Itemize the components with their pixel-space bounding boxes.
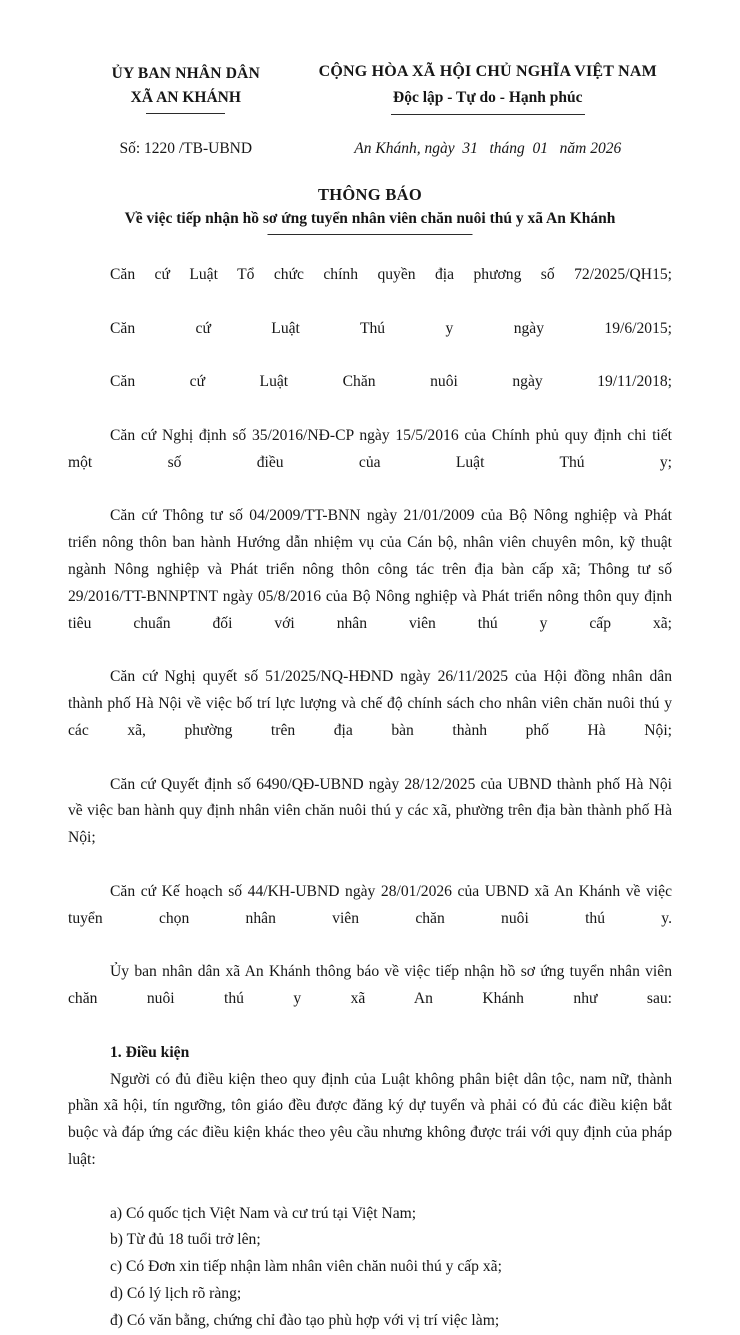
title-block	[68, 183, 672, 231]
document-subtitle: Về việc tiếp nhận hồ sơ ứng tuyển nhân viên chăn nuôi thú y xã An Khánh	[125, 208, 616, 230]
document-number: Số: 1220 /TB-UBND	[119, 139, 253, 157]
legal-basis-paragraph: Căn cứ Kế hoạch số 44/KH-UBND ngày 28/01/2026 của UBND xã An Khánh về việc tuyển chọn nhân viên chăn nuôi thú y.	[68, 882, 672, 927]
document-date-line: An Khánh, ngày 31 tháng 01 năm 2026	[354, 139, 622, 157]
issuing-authority-block	[68, 60, 304, 110]
document-meta-row	[68, 140, 672, 158]
conditions-intro-paragraph: Người có đủ điều kiện theo quy định của Luật không phân biệt dân tộc, nam nữ, thành phần xã hội, tín ngưỡng, tôn giáo đều được đăng ký dự tuyển và phải có đủ các điều kiện bắt buộc và đáp ứng các điều kiện khác theo yêu cầu nhưng không được trái với quy định của pháp luật:	[68, 1070, 672, 1168]
issuing-authority-name: ỦY BAN NHÂN DÂN	[111, 65, 260, 82]
legal-basis-paragraph: Căn cứ Luật Thú y ngày 19/6/2015;	[110, 319, 672, 337]
document-body	[68, 262, 672, 1335]
condition-list-item: c) Có Đơn xin tiếp nhận làm nhân viên chăn nuôi thú y cấp xã;	[110, 1258, 502, 1276]
condition-list-item: đ) Có văn bằng, chứng chỉ đào tạo phù hợp với vị trí việc làm;	[110, 1311, 500, 1329]
document-title: THÔNG BÁO	[317, 184, 422, 204]
legal-basis-paragraph: Căn cứ Nghị quyết số 51/2025/NQ-HĐND ngày 26/11/2025 của Hội đồng nhân dân thành phố Hà Nội về việc bố trí lực lượng và chế độ chính sách cho nhân viên chăn nuôi thú y các xã, phường trên địa bàn thành phố Hà Nội;	[68, 668, 672, 739]
republic-name: CỘNG HÒA XÃ HỘI CHỦ NGHĨA VIỆT NAM	[318, 63, 657, 80]
legal-basis-paragraph: Căn cứ Nghị định số 35/2016/NĐ-CP ngày 15/5/2016 của Chính phủ quy định chi tiết một số điều của Luật Thú y;	[68, 427, 672, 471]
section-heading-conditions: 1. Điều kiện	[110, 1043, 190, 1061]
condition-list-item: b) Từ đủ 18 tuổi trở lên;	[110, 1231, 261, 1249]
legal-basis-paragraph: Căn cứ Luật Chăn nuôi ngày 19/11/2018;	[110, 373, 672, 391]
legal-basis-paragraph: Căn cứ Quyết định số 6490/QĐ-UBND ngày 28/12/2025 của UBND thành phố Hà Nội về việc ban hành quy định nhân viên chăn nuôi thú y các xã, phường trên địa bàn thành phố Hà Nội;	[68, 775, 672, 847]
announcement-paragraph: Ủy ban nhân dân xã An Khánh thông báo về việc tiếp nhận hồ sơ ứng tuyển nhân viên chăn nuôi thú y xã An Khánh như sau:	[68, 963, 672, 1008]
issuing-authority-subname: XÃ AN KHÁNH	[131, 86, 241, 110]
national-motto: Độc lập - Tự do - Hạnh phúc	[393, 86, 582, 111]
document-header	[68, 60, 672, 111]
condition-list-item: a) Có quốc tịch Việt Nam và cư trú tại Việt Nam;	[110, 1204, 417, 1222]
condition-list-item: d) Có lý lịch rõ ràng;	[110, 1285, 242, 1303]
legal-basis-paragraph: Căn cứ Thông tư số 04/2009/TT-BNN ngày 21/01/2009 của Bộ Nông nghiệp và Phát triển nông thôn ban hành Hướng dẫn nhiệm vụ của Cán bộ, nhân viên chuyên môn, kỹ thuật ngành Nông nghiệp và Phát triển nông thôn công tác trên địa bàn cấp xã; Thông tư số 29/2016/TT-BNNPTNT ngày 05/8/2016 của Bộ Nông nghiệp và Phát triển nông thôn quy định tiêu chuẩn đối với nhân viên thú y cấp xã;	[68, 507, 672, 632]
national-heading-block	[304, 60, 672, 111]
legal-basis-paragraph: Căn cứ Luật Tổ chức chính quyền địa phương số 72/2025/QH15;	[110, 266, 672, 284]
